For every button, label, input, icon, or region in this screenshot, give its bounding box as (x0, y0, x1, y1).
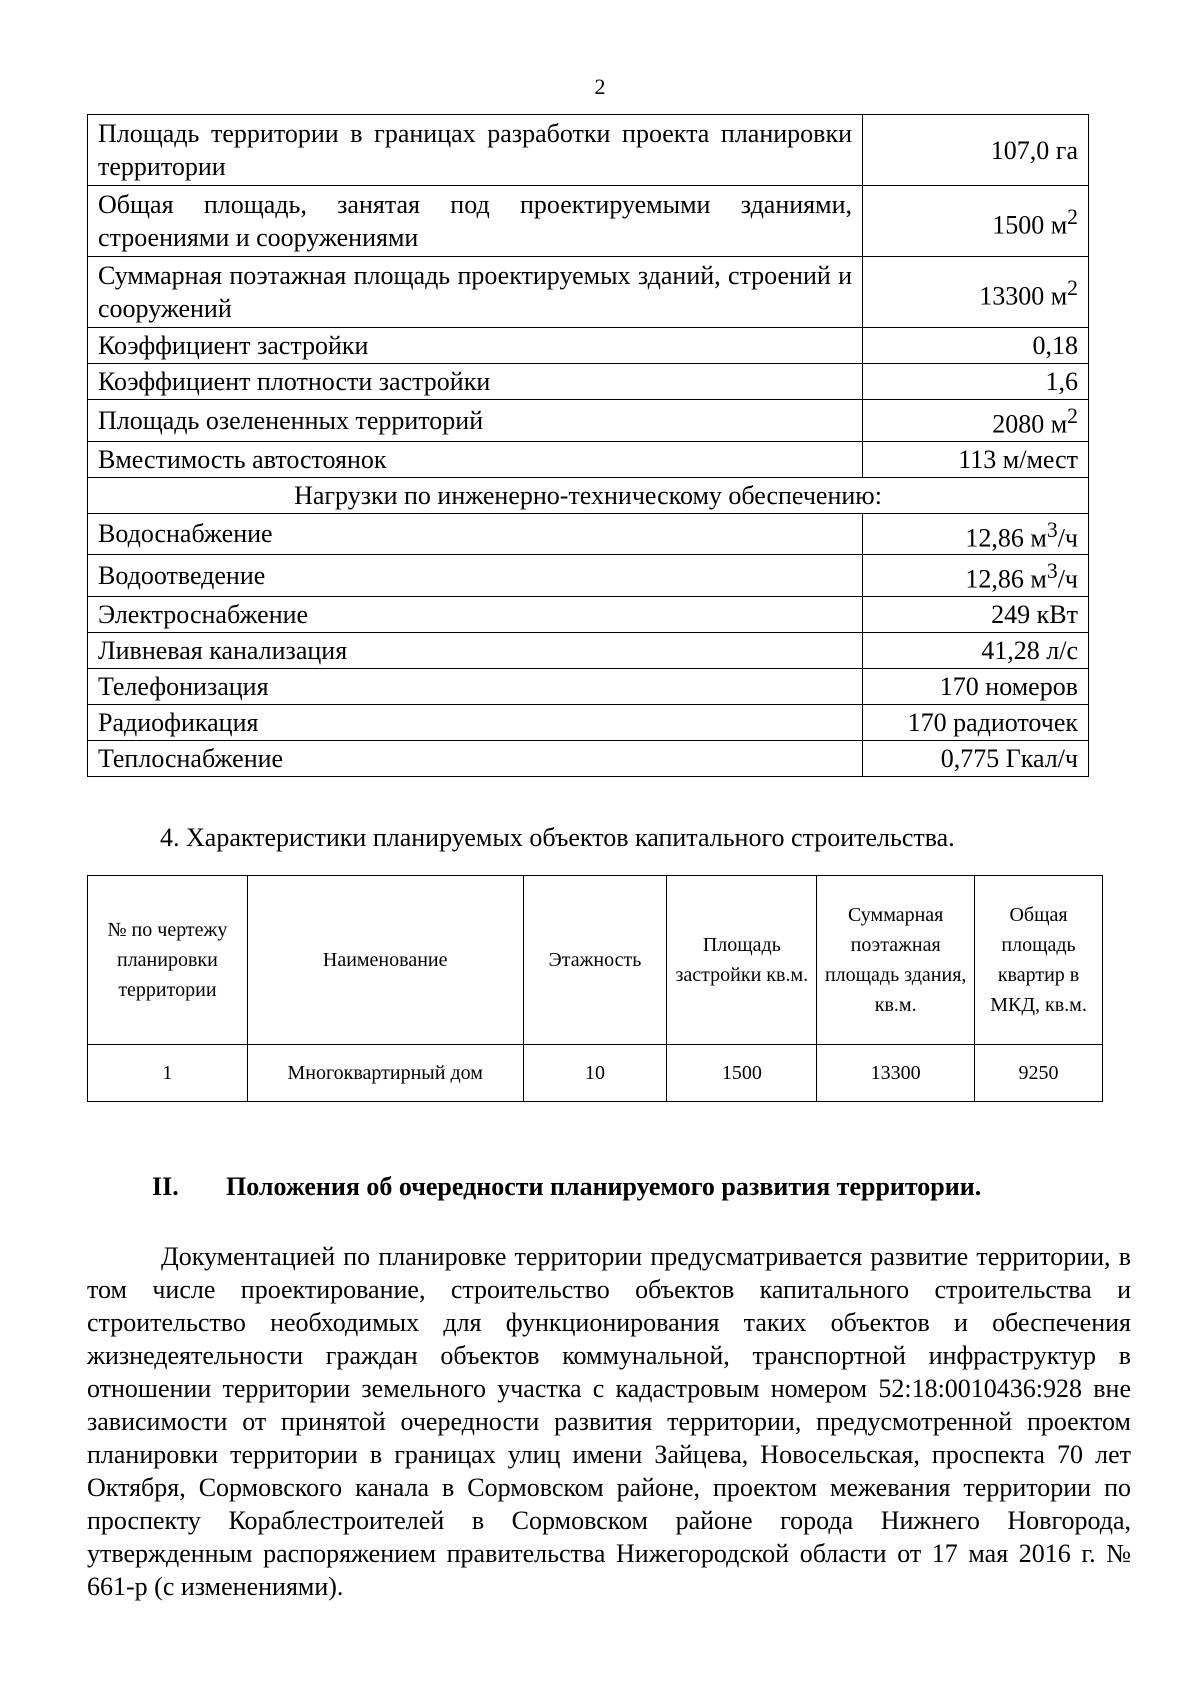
load-name: Водоснабжение (88, 513, 863, 555)
header-name: Наименование (247, 876, 523, 1045)
load-name: Телефонизация (88, 668, 863, 704)
header-floors: Этажность (523, 876, 667, 1045)
cell-total-floor-area: 13300 (817, 1045, 975, 1102)
page-number: 2 (594, 74, 606, 99)
table-row (88, 364, 1089, 400)
table-row (88, 1045, 1103, 1102)
loads-section-header: Нагрузки по инженерно-техническому обеспечению: (88, 477, 1089, 513)
objects-table (87, 875, 1103, 1102)
section-4-title: 4. Характеристики планируемых объектов капитального строительства. (160, 823, 955, 852)
body-paragraph: Документацией по планировке территории предусматривается развитие территории, в том числе проектирование, строительство объектов капитального строительства и строительство необходимых для функционирования таких объектов и обеспечения жизнедеятельности граждан объектов коммунальной, транспортной инфраструктур в отношении территории земельного участка с кадастровым номером 52:18:0010436:928 вне зависимости от принятой очередности развития территории, предусмотренной проектом планировки территории в границах улиц имени Зайцева, Новосельская, проспекта 70 лет Октября, Сормовского канала в Сормовском районе, проектом межевания территории по проспекту Кораблестроителей в Сормовском районе города Нижнего Новгорода, утвержденным распоряжением правительства Нижегородской области от 17 мая 2016 г. № 661-р (с изменениями). (87, 1242, 1131, 1601)
cell-floors: 10 (523, 1045, 667, 1102)
cell-number: 1 (88, 1045, 248, 1102)
load-name: Электроснабжение (88, 596, 863, 632)
header-total-floor-area: Суммарная поэтажная площадь здания, кв.м. (817, 876, 975, 1045)
load-value: 0,775 Гкал/ч (863, 740, 1089, 776)
load-value: 12,86 $м^3/ч$ (863, 513, 1089, 555)
indicator-name: Площадь территории в границах разработки проекта планировки территории (88, 115, 863, 186)
table-row (88, 441, 1089, 477)
load-name: Ливневая канализация (88, 632, 863, 668)
indicator-name: Общая площадь, занятая под проектируемыми зданиями, строениями и сооружениями (88, 186, 863, 257)
indicator-value: 1,6 (863, 364, 1089, 400)
indicator-value: 113 м/мест (863, 441, 1089, 477)
cell-apartments-area: 9250 (975, 1045, 1103, 1102)
indicator-name: Вместимость автостоянок (88, 441, 863, 477)
indicator-value: 1500 $м^2$ (863, 186, 1089, 257)
table-row (88, 513, 1089, 555)
cell-name: Многоквартирный дом (247, 1045, 523, 1102)
table-row (88, 668, 1089, 704)
indicator-value: 2080 $м^2$ (863, 400, 1089, 442)
header-footprint: Площадь застройки кв.м. (667, 876, 817, 1045)
section-2-number: II. (152, 1172, 179, 1201)
header-apartments-area: Общая площадь квартир в МКД, кв.м. (975, 876, 1103, 1045)
indicator-value: 107,0 га (863, 115, 1089, 186)
table-row (88, 596, 1089, 632)
load-value: 170 номеров (863, 668, 1089, 704)
table-row (88, 632, 1089, 668)
section-2-heading (152, 1172, 981, 1202)
indicator-name: Коэффициент застройки (88, 328, 863, 364)
load-name: Теплоснабжение (88, 740, 863, 776)
cell-footprint: 1500 (667, 1045, 817, 1102)
indicator-value: 0,18 (863, 328, 1089, 364)
load-value: 41,28 л/с (863, 632, 1089, 668)
section-2-title: Положения об очередности планируемого развития территории. (226, 1172, 982, 1201)
table-row (88, 555, 1089, 597)
indicator-name: Суммарная поэтажная площадь проектируемых зданий, строений и сооружений (88, 257, 863, 328)
indicators-table (87, 114, 1089, 777)
load-value: 249 кВт (863, 596, 1089, 632)
table-header-row (88, 876, 1103, 1045)
table-row (88, 115, 1089, 186)
load-value: 12,86 $м^3/ч$ (863, 555, 1089, 597)
table-row (88, 704, 1089, 740)
table-row (88, 740, 1089, 776)
table-row (88, 186, 1089, 257)
indicator-name: Коэффициент плотности застройки (88, 364, 863, 400)
table-section-header-row (88, 477, 1089, 513)
table-row (88, 400, 1089, 442)
load-name: Водоотведение (88, 555, 863, 597)
load-value: 170 радиоточек (863, 704, 1089, 740)
header-number: № по чертежу планировки территории (88, 876, 248, 1045)
table-row (88, 257, 1089, 328)
load-name: Радиофикация (88, 704, 863, 740)
indicator-name: Площадь озелененных территорий (88, 400, 863, 442)
table-row (88, 328, 1089, 364)
indicator-value: 13300 $м^2$ (863, 257, 1089, 328)
